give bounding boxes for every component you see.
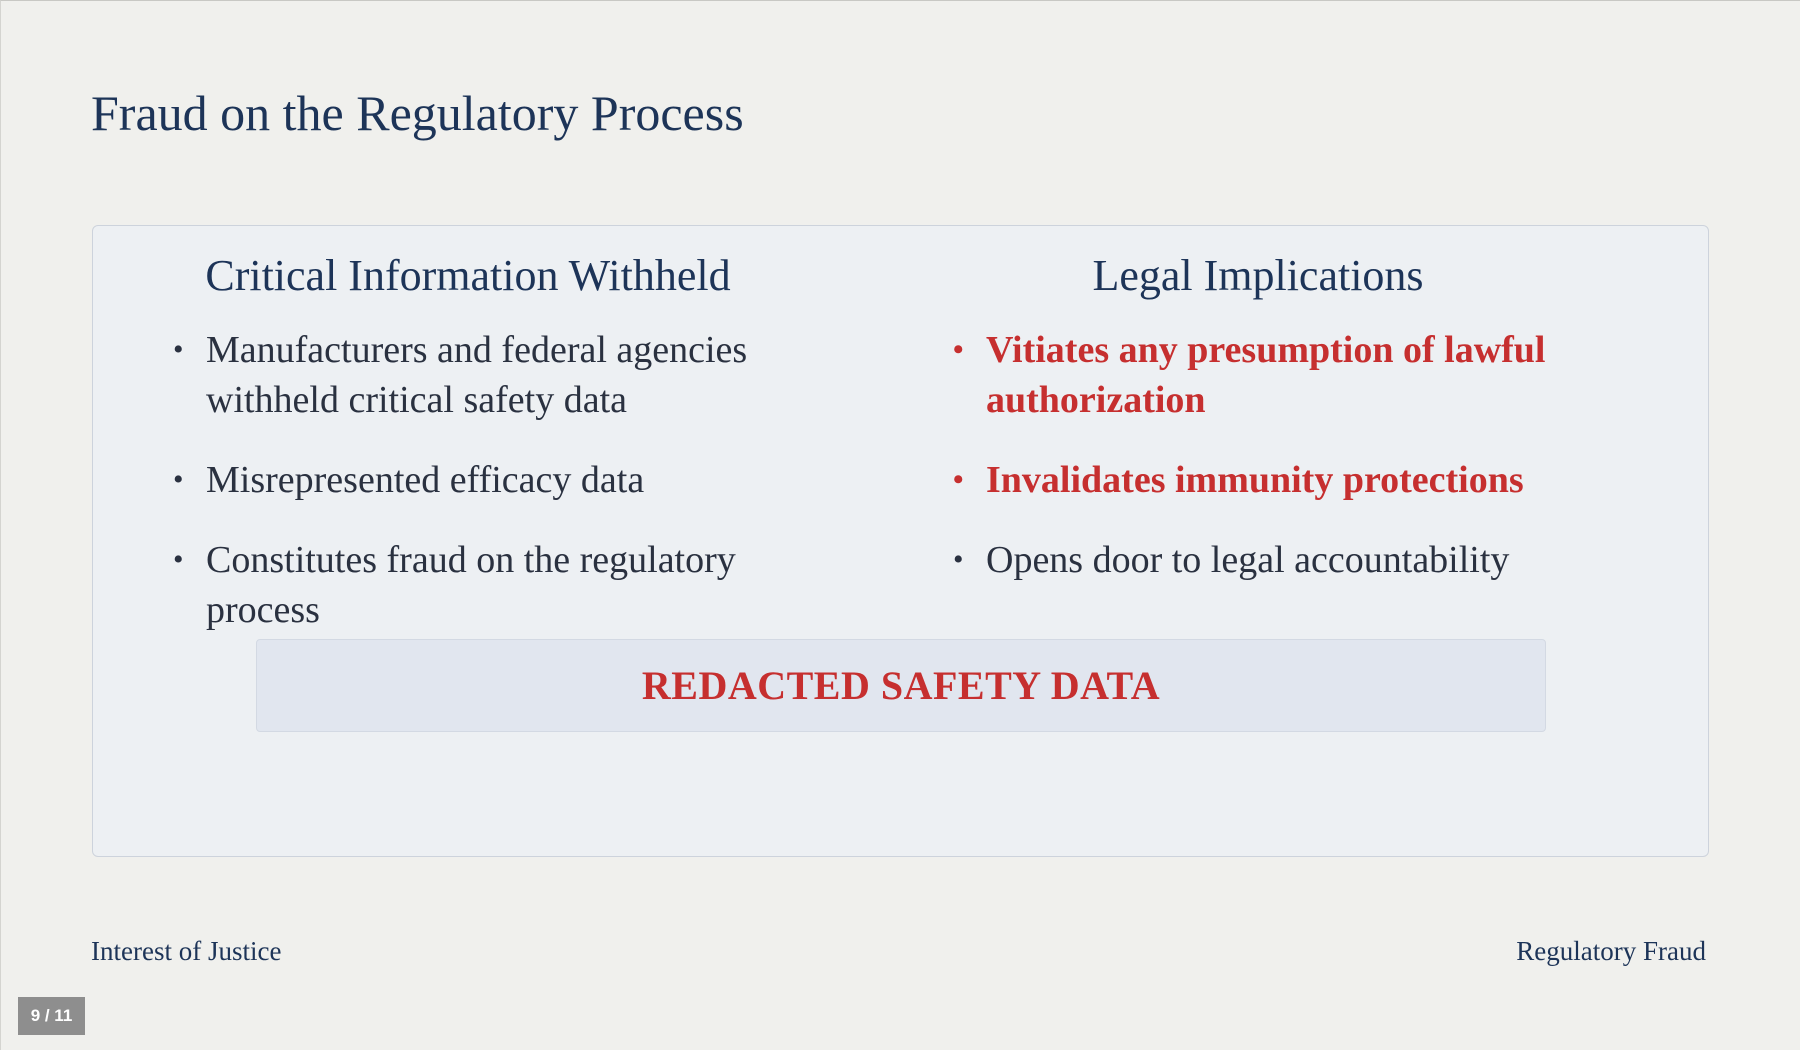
redacted-banner	[256, 639, 1546, 732]
redacted-banner-label: REDACTED SAFETY DATA	[641, 663, 1161, 708]
left-bullet-list	[173, 325, 813, 635]
page-counter[interactable]: 9 / 11	[18, 997, 85, 1035]
left-bullet-item: • Constitutes fraud on the regulatory process	[173, 535, 813, 635]
right-bullet-item-alert: • Vitiates any presumption of lawful authorization	[953, 325, 1673, 425]
right-column	[953, 250, 1673, 615]
right-bullet-list	[953, 325, 1673, 585]
footer-right-text: Regulatory Fraud	[1516, 936, 1706, 966]
content-panel	[92, 225, 1709, 857]
left-bullet-item: • Misrepresented efficacy data	[173, 455, 813, 505]
left-column	[173, 250, 813, 665]
right-column-heading: Legal Implications	[1092, 251, 1424, 300]
right-bullet-item-alert: • Invalidates immunity protections	[953, 455, 1673, 505]
left-column-heading: Critical Information Withheld	[205, 251, 731, 300]
left-bullet-item: • Manufacturers and federal agencies withheld critical safety data	[173, 325, 813, 425]
footer-left-text: Interest of Justice	[91, 936, 282, 966]
right-bullet-item: • Opens door to legal accountability	[953, 535, 1673, 585]
slide-title: Fraud on the Regulatory Process	[91, 85, 744, 141]
